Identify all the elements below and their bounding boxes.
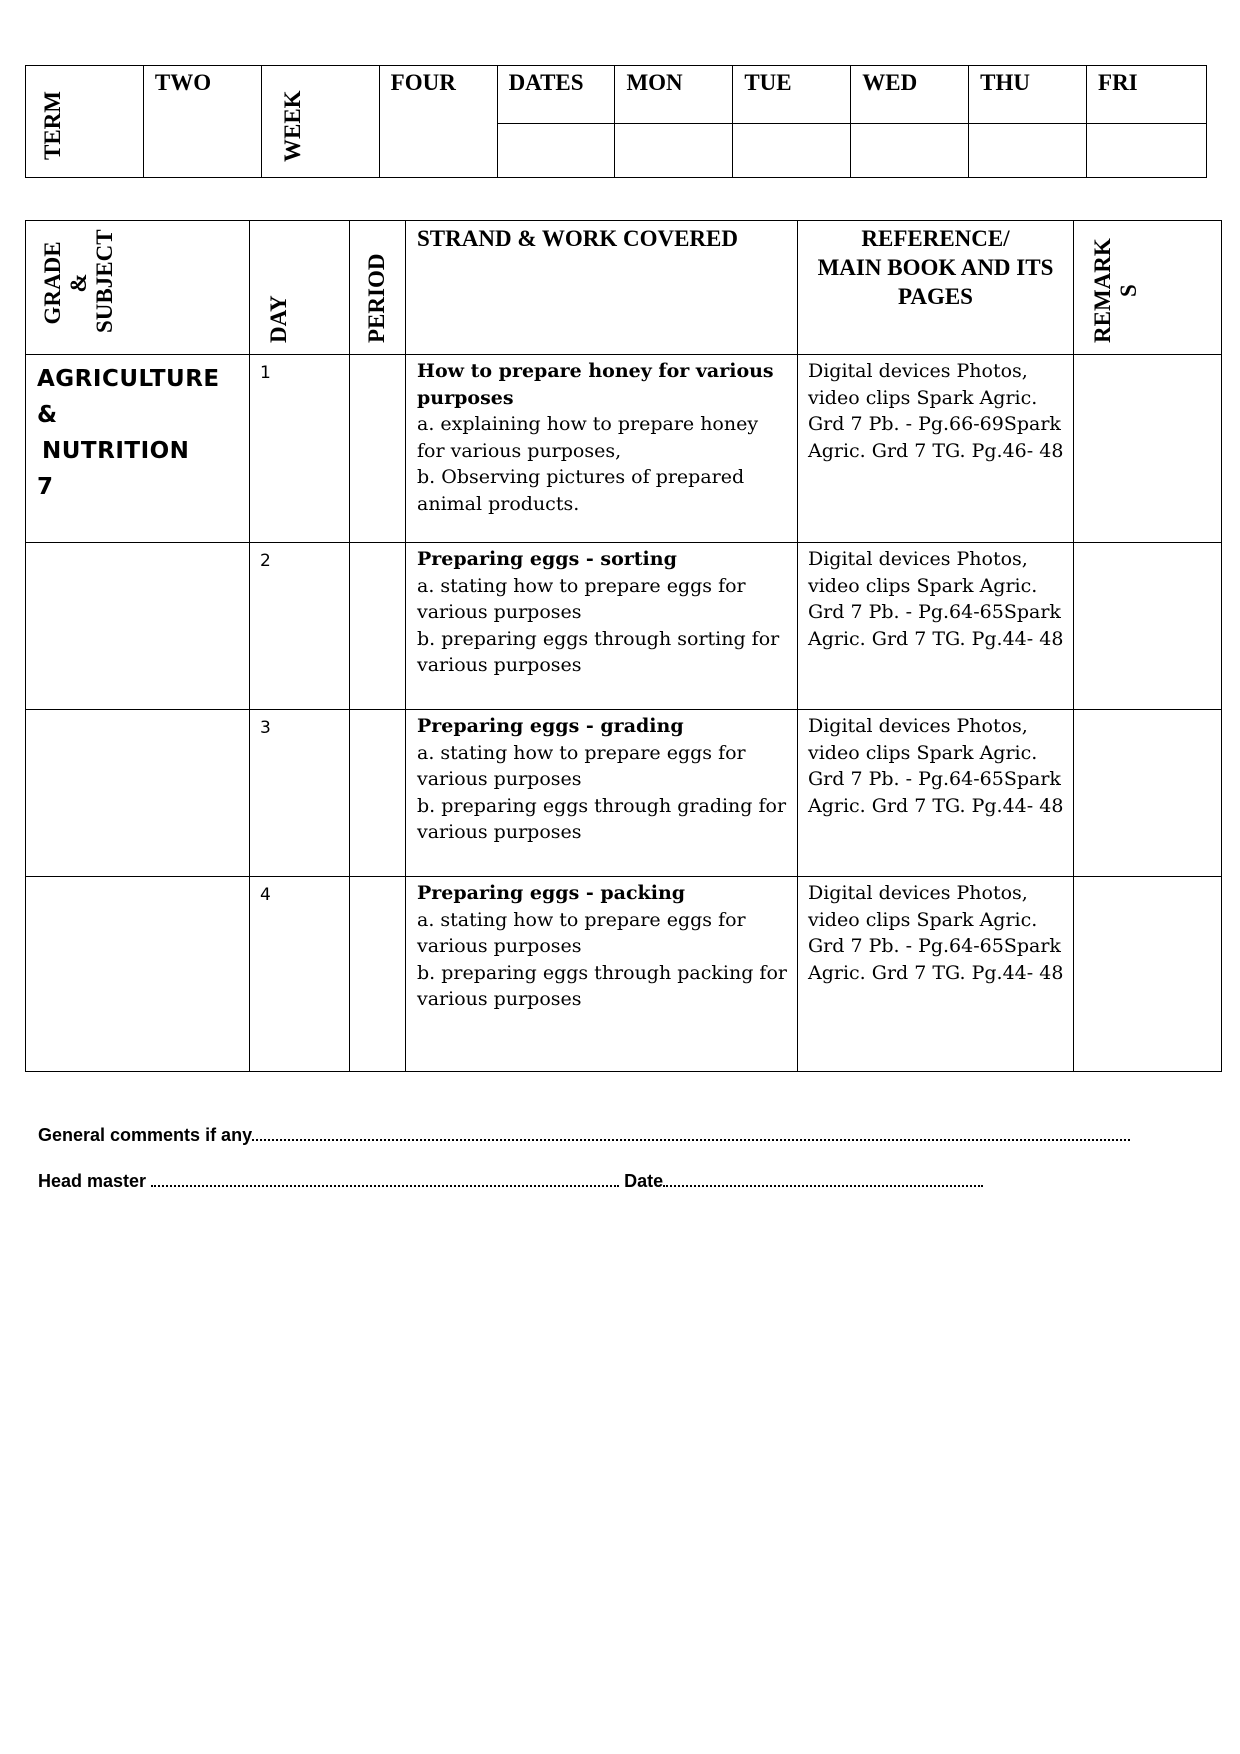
lesson-title: How to prepare honey for various purposes	[417, 360, 774, 409]
remarks-header	[1090, 238, 1142, 343]
remarks-cell	[1074, 543, 1222, 710]
term-value: TWO	[143, 66, 261, 178]
period-cell	[350, 355, 406, 543]
grade-amp-header: &	[66, 273, 91, 293]
week-value: FOUR	[379, 66, 497, 178]
headmaster-label: Head master	[38, 1171, 147, 1191]
subject-cell	[26, 710, 250, 877]
reference-header	[798, 221, 1074, 355]
date-cell-tue	[733, 124, 851, 178]
general-comments-blank[interactable]	[252, 1123, 1130, 1141]
work-covered-cell	[406, 710, 798, 877]
day-header-cell	[250, 221, 350, 355]
date-cell-fri	[1087, 124, 1207, 178]
table-row	[26, 877, 1222, 1072]
reference-cell: Digital devices Photos, video clips Spark Agric. Grd 7 Pb. - Pg.64-65Spark Agric. Grd 7 TG. Pg.44- 48	[798, 710, 1074, 877]
date-cell-wed	[851, 124, 969, 178]
day-header-mon: MON	[615, 66, 733, 124]
work-covered-cell	[406, 543, 798, 710]
lesson-point-a: a. stating how to prepare eggs for various purposes	[417, 741, 746, 790]
headmaster-signature-blank[interactable]	[151, 1169, 619, 1187]
remarks-header-line1: REMARK	[1090, 238, 1115, 343]
subject-line-1: AGRICULTURE	[37, 366, 220, 392]
table-header-row	[26, 221, 1222, 355]
term-label-cell	[26, 66, 144, 178]
week-label: WEEK	[279, 90, 305, 162]
day-header-fri: FRI	[1087, 66, 1207, 124]
work-covered-header: STRAND & WORK COVERED	[406, 221, 798, 355]
subject-cell	[26, 543, 250, 710]
lesson-point-b: b. preparing eggs through packing for various purposes	[417, 961, 787, 1010]
day-header-thu: THU	[969, 66, 1087, 124]
date-label: Date	[624, 1171, 664, 1191]
date-cell-mon	[615, 124, 733, 178]
day-header-wed: WED	[851, 66, 969, 124]
day-number: 4	[250, 877, 350, 1072]
dates-label: DATES	[497, 66, 615, 124]
term-week-table	[25, 65, 1207, 178]
subject-line-4: 7	[37, 474, 54, 500]
subject-cell	[26, 877, 250, 1072]
work-covered-cell	[406, 355, 798, 543]
day-number: 2	[250, 543, 350, 710]
lesson-plan-table	[25, 220, 1222, 1072]
lesson-point-b: b. preparing eggs through grading for various purposes	[417, 794, 787, 843]
reference-cell: Digital devices Photos, video clips Spark Agric. Grd 7 Pb. - Pg.64-65Spark Agric. Grd 7 TG. Pg.44- 48	[798, 877, 1074, 1072]
date-blank[interactable]	[663, 1169, 983, 1187]
general-comments-label: General comments if any	[38, 1125, 253, 1145]
lesson-point-a: a. stating how to prepare eggs for various purposes	[417, 908, 746, 957]
day-number: 1	[250, 355, 350, 543]
lesson-title: Preparing eggs - sorting	[417, 548, 677, 570]
table-row	[26, 543, 1222, 710]
day-number: 3	[250, 710, 350, 877]
lesson-title: Preparing eggs - grading	[417, 715, 684, 737]
day-header: DAY	[266, 295, 291, 343]
day-header-tue: TUE	[733, 66, 851, 124]
date-cell-blank	[497, 124, 615, 178]
lesson-point-a: a. stating how to prepare eggs for various purposes	[417, 574, 746, 623]
reference-cell: Digital devices Photos, video clips Spark Agric. Grd 7 Pb. - Pg.64-65Spark Agric. Grd 7 TG. Pg.44- 48	[798, 543, 1074, 710]
term-label: TERM	[40, 91, 65, 160]
work-covered-cell	[406, 877, 798, 1072]
date-cell-thu	[969, 124, 1087, 178]
period-cell	[350, 710, 406, 877]
table-row	[26, 355, 1222, 543]
subject-line-3: NUTRITION	[42, 438, 190, 464]
general-comments-line	[38, 1123, 1130, 1146]
subject-cell	[26, 355, 250, 543]
remarks-header-line2: S	[1116, 284, 1141, 298]
table-row	[26, 710, 1222, 877]
subject-line-2: &	[37, 402, 58, 428]
remarks-cell	[1074, 710, 1222, 877]
period-header: PERIOD	[364, 253, 389, 343]
lesson-point-b: b. preparing eggs through sorting for various purposes	[417, 627, 780, 676]
remarks-header-cell	[1074, 221, 1222, 355]
grade-header: GRADE	[40, 241, 65, 325]
grade-subject-header-text	[40, 229, 118, 333]
week-label-cell	[261, 66, 379, 178]
reference-header-line1: REFERENCE/	[861, 226, 1010, 251]
period-header-cell	[350, 221, 406, 355]
remarks-cell	[1074, 877, 1222, 1072]
reference-header-line2: MAIN BOOK AND ITS	[817, 255, 1054, 280]
lesson-point-a: a. explaining how to prepare honey for various purposes,	[417, 413, 759, 462]
remarks-cell	[1074, 355, 1222, 543]
reference-header-line3: PAGES	[898, 284, 973, 309]
reference-cell: Digital devices Photos, video clips Spark Agric. Grd 7 Pb. - Pg.66-69Spark Agric. Grd 7 TG. Pg.46- 48	[798, 355, 1074, 543]
period-cell	[350, 543, 406, 710]
lesson-title: Preparing eggs - packing	[417, 882, 686, 904]
lesson-point-b: b. Observing pictures of prepared animal products.	[417, 466, 745, 515]
grade-subject-header	[26, 221, 250, 355]
period-cell	[350, 877, 406, 1072]
subject-header: SUBJECT	[92, 229, 117, 333]
headmaster-line	[38, 1169, 983, 1192]
